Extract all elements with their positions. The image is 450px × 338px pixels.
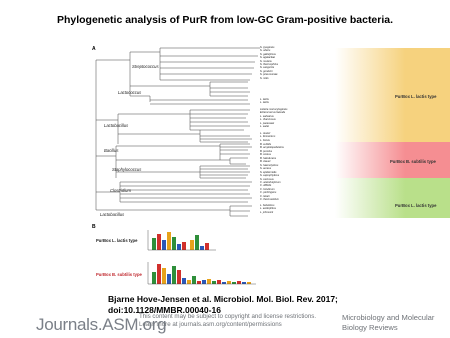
clade-label: Lactococcus bbox=[118, 90, 142, 95]
footer bbox=[0, 312, 450, 338]
taxon-label: S. carnosus bbox=[260, 177, 274, 181]
taxon-label: S. uberis bbox=[260, 49, 271, 53]
panel-a-label: A bbox=[92, 46, 96, 52]
clade-label: Streptococcus bbox=[132, 64, 159, 69]
taxon-label: S. pyogenes bbox=[260, 46, 275, 49]
taxa-group-lactobacillus bbox=[260, 108, 287, 128]
panel-b-label: B bbox=[92, 224, 96, 230]
taxa-group-lactococcus bbox=[260, 98, 269, 105]
taxon-label: S. mutans bbox=[260, 59, 272, 63]
clade-label: Bacillus bbox=[104, 148, 119, 153]
taxon-label: S. gordonii bbox=[260, 69, 273, 73]
journal-name bbox=[342, 313, 434, 332]
taxon-label: L. fermentum bbox=[260, 135, 276, 139]
taxa-group-staphylococcus bbox=[260, 164, 279, 181]
taxon-label: B. pumilus bbox=[260, 149, 273, 153]
logo-label-subtilis: PurBox B. subtilis type bbox=[96, 272, 142, 277]
taxon-label: S. sanguinis bbox=[260, 66, 275, 70]
taxon-label: L. lactis bbox=[260, 98, 269, 101]
band-label: PurBox L. lactis type bbox=[395, 203, 437, 208]
taxon-label: C. difficile bbox=[260, 184, 272, 188]
taxon-label: S. thermophilus bbox=[260, 63, 279, 67]
phylogenetic-tree bbox=[90, 40, 363, 220]
taxon-label: S. gallolyticus bbox=[260, 52, 276, 56]
taxon-label: S. agalactiae bbox=[260, 56, 275, 60]
taxon-label: S. saprophyticus bbox=[260, 174, 280, 178]
taxon-label: C. perfringens bbox=[260, 191, 277, 195]
taxon-label: L. reuteri bbox=[260, 132, 271, 135]
taxa-group-lactobacillus-3 bbox=[260, 204, 276, 214]
sequence-logo-lactis bbox=[148, 230, 216, 250]
taxon-label: L. johnsonii bbox=[260, 210, 274, 214]
taxon-label: B. clausii bbox=[260, 160, 271, 164]
taxon-label: L. helveticus bbox=[260, 204, 275, 207]
journals-asm-logo[interactable]: Journals.ASM.org bbox=[36, 315, 167, 334]
taxon-label: Enterococcus faecalis bbox=[260, 111, 286, 115]
taxon-label: C. thermocellum bbox=[260, 198, 279, 202]
taxon-label: S. haemolyticus bbox=[260, 164, 279, 167]
taxon-label: L. lactis bbox=[260, 101, 269, 105]
sequence-logo-subtilis bbox=[148, 262, 256, 284]
journal-name-line-2: Biology Reviews bbox=[342, 322, 398, 332]
notice-line-1: This content may be subject to copyright and license restrictions. bbox=[139, 313, 317, 320]
taxon-label: C. tetani bbox=[260, 194, 270, 198]
copyright-notice bbox=[139, 313, 316, 329]
taxa-group-streptococcus bbox=[260, 46, 278, 80]
figure-panel bbox=[90, 40, 437, 288]
taxon-label: B. halodurans bbox=[260, 156, 277, 160]
citation-line-2: doi:10.1128/MMBR.00040-16 bbox=[108, 304, 221, 315]
band-label: PurBox B. subtilis type bbox=[390, 159, 436, 164]
taxon-label: L. rhamnosus bbox=[260, 118, 276, 122]
taxon-label: L. acidophilus bbox=[260, 207, 276, 211]
taxon-label: B. amyloliquefaciens bbox=[260, 146, 284, 150]
taxon-label: S. pneumoniae bbox=[260, 73, 278, 77]
logo-label-lactis: PurBox L. lactis type bbox=[96, 238, 138, 243]
taxa-group-bacillus bbox=[260, 143, 284, 163]
taxon-label: B. cereus bbox=[260, 153, 271, 157]
taxon-label: S. epidermidis bbox=[260, 170, 277, 174]
taxon-label: S. mitis bbox=[260, 76, 269, 80]
taxon-label: S. aureus bbox=[260, 167, 272, 171]
band-label: PurBox L. lactis type bbox=[395, 94, 437, 99]
taxon-label: L. paracasei bbox=[260, 121, 275, 125]
taxon-label: C. botulinum bbox=[260, 187, 275, 191]
citation-line-1: Bjarne Hove-Jensen et al. Microbiol. Mol. Biol. Rev. 2017; bbox=[108, 294, 338, 304]
journal-name-line-1: Microbiology and Molecular bbox=[342, 313, 435, 322]
sequence-logos bbox=[146, 228, 306, 288]
figure-title: Phylogenetic analysis of PurR from low-GC Gram-positive bacteria. bbox=[56, 14, 394, 26]
taxon-label: L. brevis bbox=[260, 138, 270, 142]
taxon-label: B. subtilis bbox=[260, 143, 272, 146]
clade-label: Staphylococcus bbox=[112, 167, 142, 172]
notice-line-2[interactable]: Learn more at journals.asm.org/content/permissions bbox=[139, 321, 282, 329]
taxon-label: C. acetobutylicum bbox=[260, 181, 281, 184]
clade-label: Lactobacillus bbox=[100, 212, 125, 217]
taxon-label: Listeria monocytogenes bbox=[260, 108, 288, 111]
clade-label: Lactobacillus bbox=[104, 123, 129, 128]
clade-label: Clostridium bbox=[110, 188, 131, 193]
taxa-group-clostridium bbox=[260, 181, 281, 201]
taxa-group-lactobacillus-2 bbox=[260, 132, 275, 142]
taxon-label: L. salivarius bbox=[260, 114, 274, 118]
taxon-label: L. sakei bbox=[260, 125, 269, 129]
